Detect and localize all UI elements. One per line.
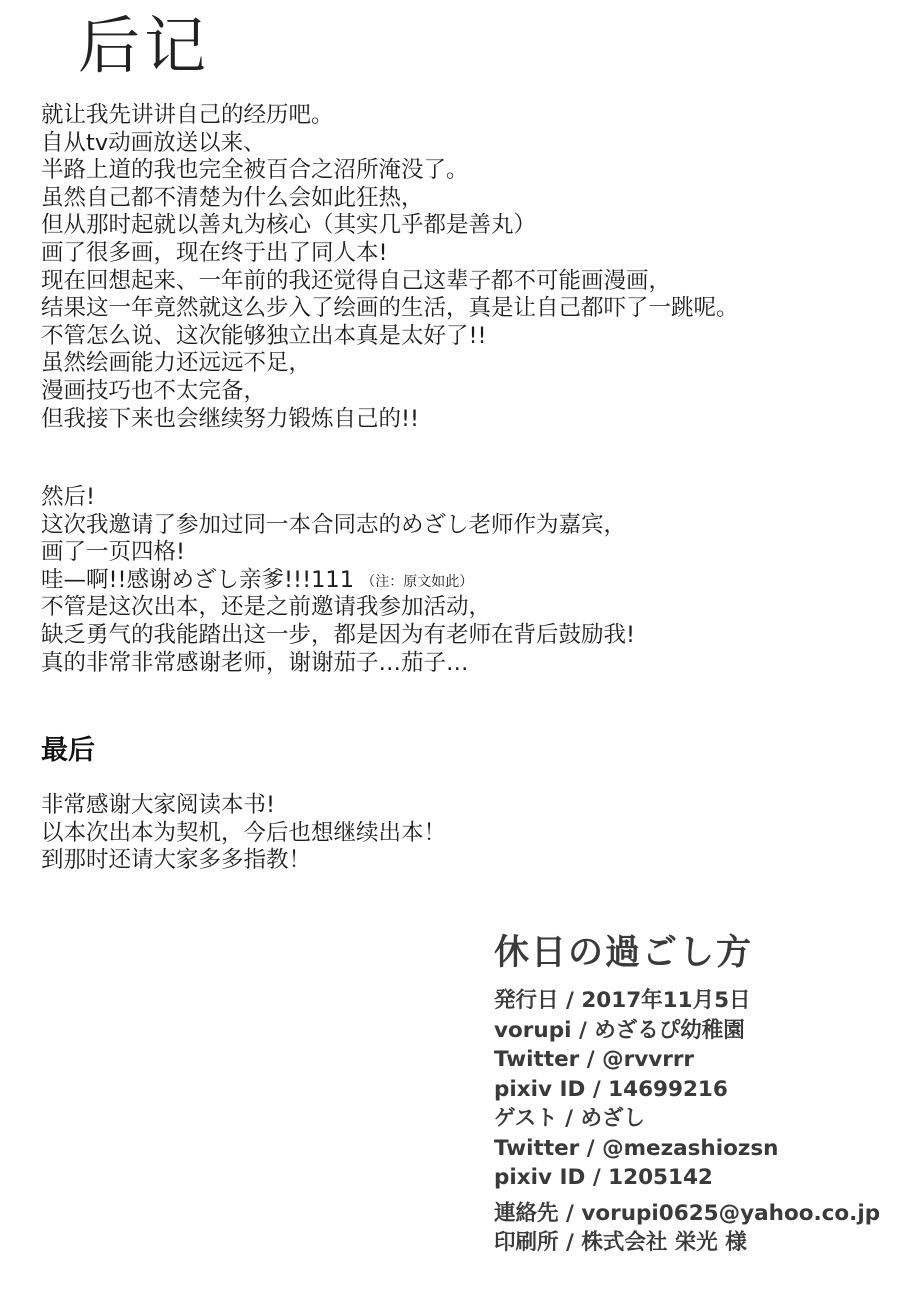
text-line: 虽然自己都不清楚为什么会如此狂热， (41, 184, 424, 211)
text-line-with-note (41, 567, 635, 595)
author-twitter: Twitter / @rvvrrr (494, 1047, 695, 1072)
text-line: 虽然绘画能力还远远不足， (41, 350, 312, 377)
afterword-section-guest (41, 484, 635, 677)
text-line: 但我接下来也会继续努力锻炼自己的!! (41, 405, 420, 432)
text-line: 画了一页四格! (41, 539, 186, 566)
guest-twitter: Twitter / @mezashiozsn (494, 1135, 779, 1161)
text-line: 非常感谢大家阅读本书! (41, 792, 276, 818)
text-line: 现在回想起来、一年前的我还觉得自己这辈子都不可能画漫画， (41, 267, 672, 294)
text-line: 不管是这次出本，还是之前邀请我参加活动， (41, 594, 492, 621)
page-title: 后记 (78, 9, 211, 82)
text-line: 结果这一年竟然就这么步入了绘画的生活，真是让自己都吓了一跳呢。 (41, 295, 739, 322)
text-line: 就让我先讲讲自己的经历吧。 (41, 102, 334, 128)
text-line: 自从tv动画放送以来、 (41, 129, 266, 156)
printer: 印刷所 / 株式会社 栄光 様 (494, 1230, 747, 1255)
text-line: 不管怎么说、这次能够独立出本真是太好了!! (41, 322, 487, 349)
guest-name: ゲスト / めざし (494, 1106, 645, 1131)
translator-note: （注：原文如此） (361, 573, 474, 590)
text-line: 漫画技巧也不太完备， (41, 377, 267, 404)
contact-email: 連絡先 / vorupi0625@yahoo.co.jp (494, 1200, 881, 1226)
text-line: 然后! (41, 484, 96, 510)
author-pixiv: pixiv ID / 14699216 (494, 1076, 728, 1102)
text-line: 这次我邀请了参加过同一本合同志的めざし老师作为嘉宾， (41, 511, 627, 538)
text-line: 缺乏勇气的我能踏出这一步，都是因为有老师在背后鼓励我! (41, 621, 636, 648)
text-line-main: 哇—啊!!感谢めざし亲爹!!!111 (41, 566, 355, 593)
afterword-section-closing (41, 792, 446, 875)
text-line: 半路上道的我也完全被百合之沼所淹没了。 (41, 157, 469, 184)
colophon (494, 928, 880, 1258)
guest-pixiv: pixiv ID / 1205142 (494, 1165, 713, 1190)
section-heading-finally: 最后 (41, 735, 95, 766)
text-line: 真的非常非常感谢老师，谢谢茄子…茄子… (41, 649, 469, 676)
book-title: 休日の過ごし方 (494, 933, 754, 973)
circle-name: vorupi / めざるぴ幼稚園 (494, 1017, 745, 1043)
afterword-section-history (41, 102, 739, 433)
text-line: 到那时还请大家多多指教！ (41, 847, 312, 874)
text-line: 画了很多画，现在终于出了同人本! (41, 239, 388, 266)
text-line: 但从那时起就以善丸为核心（其实几乎都是善丸） (41, 212, 537, 239)
text-line: 以本次出本为契机，今后也想继续出本！ (41, 819, 447, 846)
issue-date: 発行日 / 2017年11月5日 (494, 988, 751, 1013)
